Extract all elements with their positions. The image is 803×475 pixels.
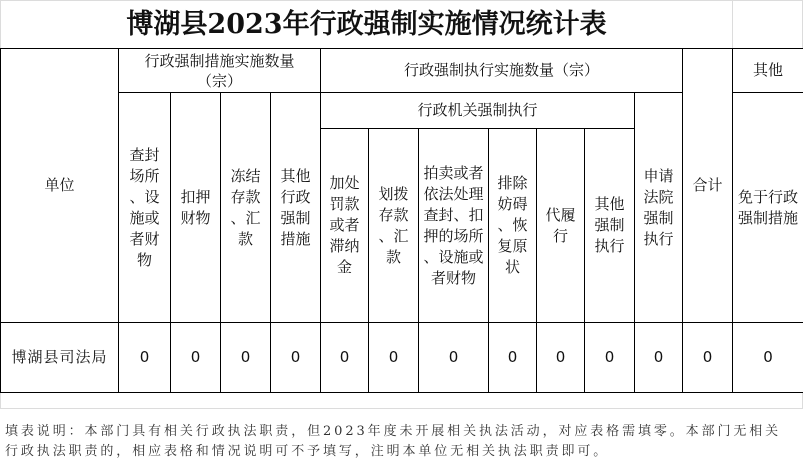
header-enforce-fines — [321, 129, 369, 323]
value-enforce-transfer-deposits: 0 — [369, 323, 419, 393]
header-exempt-measures-label: 免于行政强制措施 — [738, 187, 799, 227]
statistics-table — [0, 48, 803, 393]
header-enforce-other — [585, 129, 635, 323]
title-row — [0, 0, 803, 48]
value-measure-other: 0 — [271, 323, 321, 393]
header-court-enforcement — [635, 93, 683, 323]
header-court-enforcement-label: 申请法院强制执行 — [643, 166, 674, 248]
value-seal-premises: 0 — [119, 323, 171, 393]
filling-instructions: 填表说明：本部门具有相关行政执法职责，但2023年度未开展相关执法活动，对应表格需填零。本部门无相关行政执法职责的，相应表格和情况说明可不予填写，注明本单位无相关执法职责即可。 — [5, 424, 782, 459]
value-enforce-remove-obstruction: 0 — [489, 323, 537, 393]
value-court-enforcement: 0 — [635, 323, 683, 393]
header-total: 合计 — [683, 49, 733, 323]
table-row — [1, 323, 803, 393]
value-enforce-substitute-performance: 0 — [537, 323, 585, 393]
header-admin-enforcement-group: 行政机关强制执行 — [321, 93, 635, 129]
value-seize-property: 0 — [171, 323, 221, 393]
header-enforce-substitute-performance — [537, 129, 585, 323]
header-enforce-remove-obstruction — [489, 129, 537, 323]
value-exempt-measures: 0 — [733, 323, 803, 393]
header-enforce-other-label: 其他强制执行 — [594, 195, 625, 255]
header-other-group: 其他 — [733, 49, 803, 93]
header-enforcement-group: 行政强制执行实施数量（宗） — [321, 49, 683, 93]
header-enforce-transfer-deposits — [369, 129, 419, 323]
header-row-1 — [1, 49, 803, 93]
page-title: 博湖县2023年行政强制实施情况统计表 — [126, 9, 607, 40]
header-measures-group-label: 行政强制措施实施数量（宗） — [144, 51, 295, 90]
header-measure-seize-property — [171, 93, 221, 323]
header-enforce-remove-obstruction-label: 排除妨碍、恢复原状 — [497, 174, 528, 276]
value-enforce-auction: 0 — [419, 323, 489, 393]
header-exempt-measures — [733, 93, 803, 323]
value-enforce-fines: 0 — [321, 323, 369, 393]
header-measure-seize-property-label: 扣押财物 — [180, 187, 211, 227]
header-enforce-substitute-performance-label: 代履行 — [545, 205, 576, 245]
header-measure-freeze-deposits — [221, 93, 271, 323]
value-total: 0 — [683, 323, 733, 393]
header-measure-seal-premises-label: 查封场所、设施或者财物 — [129, 145, 160, 269]
header-measure-seal-premises — [119, 93, 171, 323]
header-measure-other-label: 其他行政强制措施 — [280, 166, 311, 248]
title-row-divider — [732, 1, 733, 48]
blank-row — [0, 393, 803, 409]
header-enforce-transfer-deposits-label: 划拨存款、汇款 — [378, 184, 409, 266]
value-freeze-deposits: 0 — [221, 323, 271, 393]
header-unit: 单位 — [1, 49, 119, 323]
header-measure-freeze-deposits-label: 冻结存款、汇款 — [230, 166, 261, 248]
row-unit-cell: 博湖县司法局 — [1, 323, 119, 393]
header-measure-other — [271, 93, 321, 323]
value-enforce-other: 0 — [585, 323, 635, 393]
header-measures-group — [119, 49, 321, 93]
header-enforce-auction-label: 拍卖或者依法处理查封、扣押的场所、设施或者财物 — [423, 163, 484, 287]
header-enforce-auction — [419, 129, 489, 323]
header-enforce-fines-label: 加处罚款或者滞纳金 — [329, 174, 360, 276]
